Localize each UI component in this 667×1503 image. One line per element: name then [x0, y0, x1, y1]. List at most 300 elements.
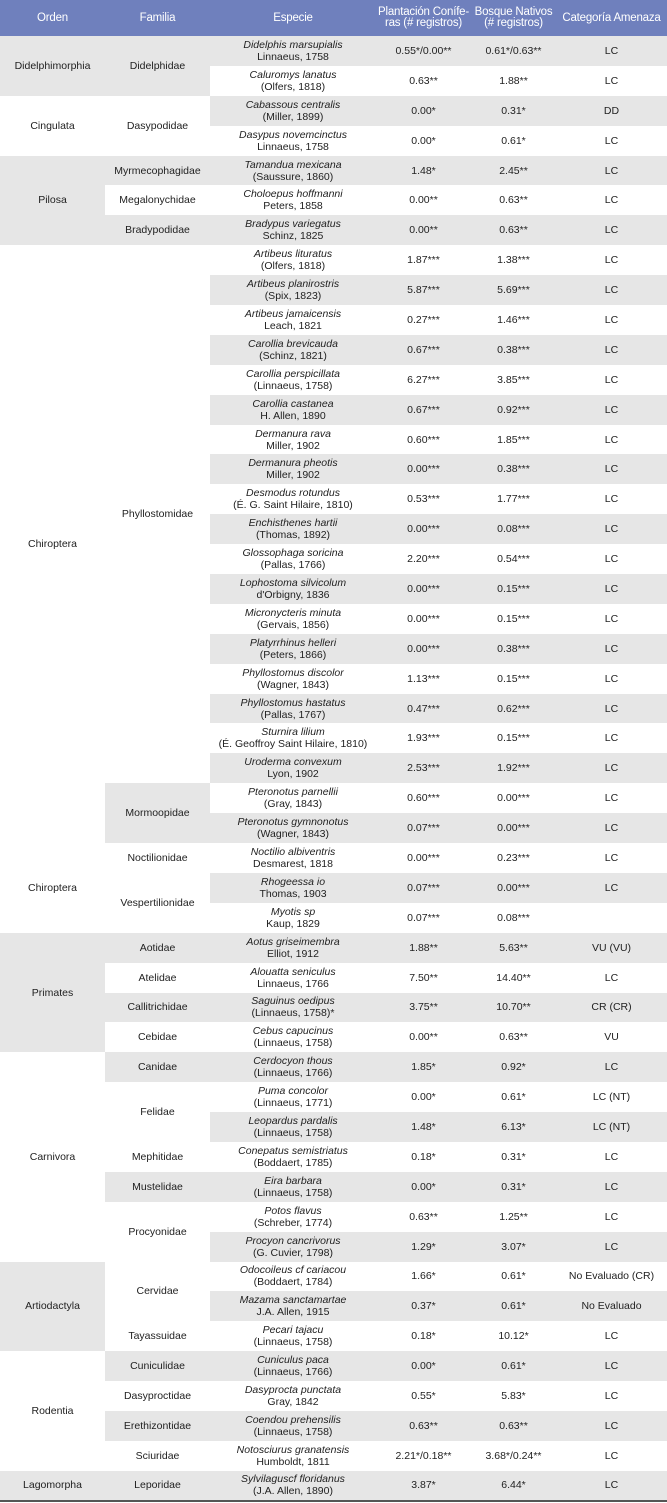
species-name: Notosciurus granatensis — [236, 1443, 350, 1456]
bosque-value: 0.23*** — [471, 843, 556, 873]
species-name: Carollia castanea — [252, 397, 334, 410]
threat-category: LC — [556, 723, 667, 753]
species-cell — [210, 1411, 376, 1441]
bosque-value: 14.40** — [471, 963, 556, 993]
bosque-value: 6.13* — [471, 1112, 556, 1142]
family-cell: Myrmecophagidae — [105, 156, 210, 186]
species-name: Dermanura rava — [255, 427, 331, 440]
family-cell: Erethizontidae — [105, 1411, 210, 1441]
bosque-value: 2.45** — [471, 156, 556, 186]
species-name: Phyllostomus discolor — [242, 666, 344, 679]
species-cell — [210, 395, 376, 425]
species-name: Choloepus hoffmanni — [243, 188, 343, 201]
species-cell — [210, 813, 376, 843]
species-cell — [210, 156, 376, 186]
bosque-value: 10.12* — [471, 1321, 556, 1351]
species-cell — [210, 993, 376, 1023]
bosque-value: 1.85*** — [471, 425, 556, 455]
threat-category: LC — [556, 753, 667, 783]
family-cell: Mephitidae — [105, 1142, 210, 1172]
species-name: Puma concolor — [257, 1085, 329, 1098]
species-author: (Olfers, 1818) — [260, 260, 326, 273]
species-author: (Pallas, 1766) — [260, 559, 326, 572]
family-cell: Leporidae — [105, 1471, 210, 1501]
species-author: (Peters, 1866) — [259, 648, 327, 661]
species-author: (Linnaeus, 1766) — [253, 1366, 333, 1379]
plantacion-value: 0.00* — [376, 1172, 471, 1202]
threat-category: VU — [556, 1022, 667, 1052]
threat-category: LC — [556, 215, 667, 245]
plantacion-value: 0.00** — [376, 1022, 471, 1052]
species-name: Artibeus lituratus — [253, 248, 333, 261]
plantacion-value: 0.63** — [376, 1202, 471, 1232]
species-name: Cabassous centralis — [245, 98, 341, 111]
family-cell: Phyllostomidae — [105, 245, 210, 783]
threat-category: LC — [556, 36, 667, 66]
bosque-value: 1.46*** — [471, 305, 556, 335]
plantacion-value: 0.00*** — [376, 514, 471, 544]
threat-category: LC — [556, 245, 667, 275]
species-author: Humboldt, 1811 — [256, 1455, 330, 1468]
species-cell — [210, 1112, 376, 1142]
threat-category: LC — [556, 1321, 667, 1351]
threat-category: LC — [556, 783, 667, 813]
species-cell — [210, 753, 376, 783]
species-cell — [210, 275, 376, 305]
bosque-value: 0.61*/0.63** — [471, 36, 556, 66]
plantacion-value: 1.87*** — [376, 245, 471, 275]
table-body — [0, 36, 667, 1501]
species-cell — [210, 185, 376, 215]
plantacion-value: 1.29* — [376, 1232, 471, 1262]
species-cell — [210, 664, 376, 694]
family-cell: Dasypodidae — [105, 96, 210, 156]
species-name: Pteronotus parnellii — [248, 786, 338, 799]
species-author: Lyon, 1902 — [267, 768, 319, 781]
order-cell: Lagomorpha — [0, 1471, 105, 1501]
bosque-value: 0.63** — [471, 185, 556, 215]
threat-category: LC — [556, 395, 667, 425]
threat-category: LC — [556, 66, 667, 96]
bosque-value: 1.38*** — [471, 245, 556, 275]
bosque-value: 0.08*** — [471, 903, 556, 933]
plantacion-value: 0.53*** — [376, 484, 471, 514]
species-author: (Linnaeus, 1758) — [253, 1037, 333, 1050]
threat-category: LC — [556, 843, 667, 873]
species-author: (Spix, 1823) — [264, 290, 322, 303]
species-cell — [210, 574, 376, 604]
bosque-value: 0.62*** — [471, 694, 556, 724]
species-author: (Saussure, 1860) — [252, 170, 334, 183]
table-row — [0, 245, 667, 275]
bosque-value: 1.92*** — [471, 753, 556, 783]
plantacion-value: 6.27*** — [376, 365, 471, 395]
species-name: Rhogeessa io — [260, 875, 326, 888]
plantacion-value: 2.21*/0.18** — [376, 1441, 471, 1471]
species-name: Conepatus semistriatus — [238, 1144, 348, 1157]
species-author: (Boddaert, 1785) — [253, 1156, 333, 1169]
header-bosque: Bosque Nativos (# registros) — [471, 0, 556, 36]
bosque-value: 3.85*** — [471, 365, 556, 395]
threat-category: LC — [556, 1142, 667, 1172]
order-cell: Chiroptera — [0, 843, 105, 933]
threat-category: LC — [556, 335, 667, 365]
species-cell — [210, 1172, 376, 1202]
species-name: Uroderma convexum — [244, 756, 342, 769]
species-author: (Linnaeus, 1758)* — [251, 1007, 335, 1020]
species-author: Linnaeus, 1766 — [257, 977, 329, 990]
threat-category: LC — [556, 1172, 667, 1202]
table-row — [0, 1351, 667, 1381]
plantacion-value: 0.07*** — [376, 813, 471, 843]
species-author: (Linnaeus, 1758) — [253, 1186, 333, 1199]
species-cell — [210, 1471, 376, 1501]
species-name: Coendou prehensilis — [245, 1413, 341, 1426]
species-author: Thomas, 1903 — [259, 887, 327, 900]
species-author: (Schreber, 1774) — [253, 1216, 333, 1229]
order-cell: Carnivora — [0, 1052, 105, 1261]
bosque-value: 0.00*** — [471, 813, 556, 843]
species-author: Miller, 1902 — [266, 439, 320, 452]
threat-category: LC — [556, 604, 667, 634]
species-author: (Linnaeus, 1758) — [253, 1127, 333, 1139]
species-cell — [210, 604, 376, 634]
threat-category: LC — [556, 484, 667, 514]
threat-category: LC — [556, 544, 667, 574]
bosque-value: 1.25** — [471, 1202, 556, 1232]
bosque-value: 6.44* — [471, 1471, 556, 1501]
species-name: Enchisthenes hartii — [248, 517, 338, 530]
threat-category: VU (VU) — [556, 933, 667, 963]
family-cell: Cebidae — [105, 1022, 210, 1052]
species-name: Potos flavus — [264, 1204, 322, 1217]
species-cell — [210, 514, 376, 544]
plantacion-value: 2.20*** — [376, 544, 471, 574]
species-author: Schinz, 1825 — [262, 230, 324, 243]
threat-category: LC — [556, 694, 667, 724]
species-name: Noctilio albiventris — [250, 845, 336, 858]
species-cell — [210, 126, 376, 156]
species-name: Leopardus pardalis — [248, 1115, 338, 1127]
plantacion-value: 0.63** — [376, 1411, 471, 1441]
threat-category: LC — [556, 634, 667, 664]
plantacion-value: 1.66* — [376, 1262, 471, 1292]
header-categoria: Categoría Amenaza — [556, 0, 667, 36]
species-cell — [210, 783, 376, 813]
species-cell — [210, 963, 376, 993]
header-orden: Orden — [0, 0, 105, 36]
plantacion-value: 3.75** — [376, 993, 471, 1023]
species-name: Tamandua mexicana — [244, 158, 342, 171]
plantacion-value: 1.93*** — [376, 723, 471, 753]
species-cell — [210, 544, 376, 574]
bosque-value: 0.15*** — [471, 723, 556, 753]
species-name: Carollia perspicillata — [246, 367, 340, 380]
species-author: (Gervais, 1856) — [256, 618, 330, 631]
threat-category: LC — [556, 1052, 667, 1082]
species-author: (Pallas, 1767) — [260, 708, 326, 721]
family-cell: Canidae — [105, 1052, 210, 1082]
species-author: (Miller, 1899) — [262, 110, 324, 123]
bosque-value: 0.92*** — [471, 395, 556, 425]
species-cell — [210, 484, 376, 514]
species-cell — [210, 873, 376, 903]
plantacion-value: 0.07*** — [376, 873, 471, 903]
plantacion-value: 1.85* — [376, 1052, 471, 1082]
bosque-value: 0.00*** — [471, 783, 556, 813]
threat-category: LC — [556, 813, 667, 843]
plantacion-value: 0.00*** — [376, 634, 471, 664]
threat-category: LC — [556, 1351, 667, 1381]
species-cell — [210, 1082, 376, 1112]
species-name: Alouatta seniculus — [250, 965, 336, 978]
threat-category: LC — [556, 873, 667, 903]
species-name: Cerdocyon thous — [253, 1055, 333, 1068]
species-cell — [210, 903, 376, 933]
species-cell — [210, 1052, 376, 1082]
threat-category — [556, 903, 667, 933]
plantacion-value: 0.00* — [376, 96, 471, 126]
plantacion-value: 0.60*** — [376, 425, 471, 455]
species-author: Miller, 1902 — [266, 469, 320, 482]
species-cell — [210, 425, 376, 455]
species-cell — [210, 1441, 376, 1471]
table-row — [0, 933, 667, 963]
bosque-value: 0.15*** — [471, 604, 556, 634]
table-row — [0, 156, 667, 186]
table-header-row — [0, 0, 667, 36]
plantacion-value: 0.00* — [376, 1351, 471, 1381]
species-author: d'Orbigny, 1836 — [256, 588, 330, 601]
species-name: Lophostoma silvicolum — [239, 576, 347, 589]
family-cell: Aotidae — [105, 933, 210, 963]
order-cell: Pilosa — [0, 156, 105, 246]
threat-category: No Evaluado — [556, 1291, 667, 1321]
order-cell: Primates — [0, 933, 105, 1053]
plantacion-value: 0.00* — [376, 1082, 471, 1112]
species-name: Eira barbara — [264, 1174, 322, 1187]
plantacion-value: 3.87* — [376, 1471, 471, 1501]
order-cell: Rodentia — [0, 1351, 105, 1471]
species-name: Caluromys lanatus — [249, 68, 337, 81]
plantacion-value: 0.67*** — [376, 395, 471, 425]
species-cell — [210, 66, 376, 96]
family-cell: Megalonychidae — [105, 185, 210, 215]
bosque-value: 0.31* — [471, 1172, 556, 1202]
plantacion-value: 1.13*** — [376, 664, 471, 694]
family-cell: Callitrichidae — [105, 993, 210, 1023]
family-cell: Dasyproctidae — [105, 1381, 210, 1411]
bosque-value: 0.38*** — [471, 454, 556, 484]
species-cell — [210, 723, 376, 753]
threat-category: LC — [556, 305, 667, 335]
species-author: Gray, 1842 — [267, 1396, 319, 1409]
threat-category: DD — [556, 96, 667, 126]
species-name: Sylvilaguscf floridanus — [241, 1473, 345, 1486]
species-name: Pteronotus gymnonotus — [237, 816, 349, 829]
threat-category: LC — [556, 514, 667, 544]
species-author: Desmarest, 1818 — [253, 857, 333, 870]
plantacion-value: 0.18* — [376, 1142, 471, 1172]
bosque-value: 0.38*** — [471, 335, 556, 365]
family-cell: Didelphidae — [105, 36, 210, 96]
species-cell — [210, 96, 376, 126]
bosque-value: 5.83* — [471, 1381, 556, 1411]
plantacion-value: 0.00** — [376, 215, 471, 245]
plantacion-value: 0.18* — [376, 1321, 471, 1351]
threat-category: LC — [556, 275, 667, 305]
threat-category: No Evaluado (CR) — [556, 1262, 667, 1292]
family-cell: Mustelidae — [105, 1172, 210, 1202]
species-author: (Linnaeus, 1758) — [253, 1336, 333, 1349]
species-name: Carollia brevicauda — [248, 337, 338, 350]
plantacion-value: 0.00*** — [376, 454, 471, 484]
plantacion-value: 1.48* — [376, 1112, 471, 1142]
species-author: J.A. Allen, 1915 — [256, 1306, 330, 1319]
bosque-value: 0.61* — [471, 126, 556, 156]
plantacion-value: 7.50** — [376, 963, 471, 993]
species-name: Desmodus rotundus — [246, 487, 340, 500]
species-cell — [210, 1232, 376, 1262]
plantacion-value: 1.48* — [376, 156, 471, 186]
threat-category: LC — [556, 664, 667, 694]
threat-category: LC — [556, 126, 667, 156]
plantacion-value: 0.00** — [376, 185, 471, 215]
species-name: Myotis sp — [270, 905, 316, 918]
species-author: (Linnaeus, 1758) — [253, 379, 333, 392]
bosque-value: 0.31* — [471, 1142, 556, 1172]
header-plantacion: Plantación Conífe-ras (# registros) — [376, 0, 471, 36]
bosque-value: 0.31* — [471, 96, 556, 126]
threat-category: LC — [556, 1441, 667, 1471]
family-cell: Atelidae — [105, 963, 210, 993]
plantacion-value: 0.67*** — [376, 335, 471, 365]
bosque-value: 3.07* — [471, 1232, 556, 1262]
species-author: (É. Geoffroy Saint Hilaire, 1810) — [218, 738, 368, 751]
species-cell — [210, 454, 376, 484]
bosque-value: 0.61* — [471, 1291, 556, 1321]
plantacion-value: 5.87*** — [376, 275, 471, 305]
table-row — [0, 1052, 667, 1082]
bosque-value: 10.70** — [471, 993, 556, 1023]
bosque-value: 0.15*** — [471, 574, 556, 604]
plantacion-value: 0.27*** — [376, 305, 471, 335]
species-cell — [210, 1022, 376, 1052]
plantacion-value: 0.00*** — [376, 604, 471, 634]
family-cell: Procyonidae — [105, 1202, 210, 1262]
plantacion-value: 0.00*** — [376, 843, 471, 873]
species-name: Micronycteris minuta — [244, 606, 342, 619]
bosque-value: 0.61* — [471, 1262, 556, 1292]
family-cell: Noctilionidae — [105, 843, 210, 873]
bosque-value: 3.68*/0.24** — [471, 1441, 556, 1471]
family-cell: Tayassuidae — [105, 1321, 210, 1351]
species-author: (J.A. Allen, 1890) — [253, 1485, 333, 1498]
species-author: (G. Cuvier, 1798) — [253, 1246, 333, 1259]
plantacion-value: 1.88** — [376, 933, 471, 963]
species-name: Dasyprocta punctata — [244, 1384, 342, 1397]
threat-category: LC — [556, 963, 667, 993]
bosque-value: 5.69*** — [471, 275, 556, 305]
plantacion-value: 0.55* — [376, 1381, 471, 1411]
species-name: Procyon cancrivorus — [245, 1234, 341, 1247]
species-author: (Linnaeus, 1766) — [253, 1067, 333, 1080]
species-name: Cuniculus paca — [257, 1354, 329, 1367]
table-row — [0, 96, 667, 126]
plantacion-value: 2.53*** — [376, 753, 471, 783]
plantacion-value: 0.07*** — [376, 903, 471, 933]
plantacion-value: 0.63** — [376, 66, 471, 96]
bosque-value: 1.77*** — [471, 484, 556, 514]
threat-category: LC — [556, 1202, 667, 1232]
plantacion-value: 0.55*/0.00** — [376, 36, 471, 66]
species-author: Leach, 1821 — [264, 319, 322, 332]
species-author: (Linnaeus, 1758) — [253, 1425, 333, 1438]
species-name: Sturnira lilium — [261, 726, 325, 739]
species-cell — [210, 365, 376, 395]
bosque-value: 0.54*** — [471, 544, 556, 574]
table-row — [0, 843, 667, 873]
species-author: (Wagner, 1843) — [257, 828, 329, 841]
species-cell — [210, 1351, 376, 1381]
threat-category: LC — [556, 574, 667, 604]
species-author: (Schinz, 1821) — [259, 349, 327, 362]
threat-category: LC — [556, 425, 667, 455]
threat-category: LC — [556, 1232, 667, 1262]
order-cell: Chiroptera — [0, 245, 105, 843]
species-name: Aotus griseimembra — [246, 935, 340, 948]
species-author: Kaup, 1829 — [266, 917, 320, 930]
species-name: Platyrrhinus helleri — [249, 636, 337, 649]
species-author: (Olfers, 1818) — [260, 80, 326, 93]
species-name: Cebus capucinus — [252, 1025, 334, 1038]
family-cell: Felidae — [105, 1082, 210, 1142]
bosque-value: 0.15*** — [471, 664, 556, 694]
bosque-value: 5.63** — [471, 933, 556, 963]
species-cell — [210, 1291, 376, 1321]
table-row — [0, 1262, 667, 1292]
species-author: Linnaeus, 1758 — [257, 50, 329, 63]
species-author: (Wagner, 1843) — [257, 678, 329, 691]
threat-category: LC (NT) — [556, 1112, 667, 1142]
species-author: Linnaeus, 1758 — [257, 140, 329, 153]
bosque-value: 0.08*** — [471, 514, 556, 544]
threat-category: LC — [556, 1411, 667, 1441]
species-name: Artibeus jamaicensis — [244, 307, 342, 320]
order-cell: Cingulata — [0, 96, 105, 156]
species-name: Saguinus oedipus — [251, 995, 335, 1008]
species-cell — [210, 305, 376, 335]
species-cell — [210, 694, 376, 724]
threat-category: LC (NT) — [556, 1082, 667, 1112]
family-cell: Bradypodidae — [105, 215, 210, 245]
species-name: Dasypus novemcinctus — [239, 128, 347, 141]
species-cell — [210, 245, 376, 275]
plantacion-value: 0.37* — [376, 1291, 471, 1321]
species-cell — [210, 36, 376, 66]
threat-category: LC — [556, 156, 667, 186]
species-cell — [210, 215, 376, 245]
species-cell — [210, 1321, 376, 1351]
bosque-value: 0.63** — [471, 1411, 556, 1441]
species-cell — [210, 933, 376, 963]
species-cell — [210, 1142, 376, 1172]
family-cell: Mormoopidae — [105, 783, 210, 843]
bosque-value: 0.38*** — [471, 634, 556, 664]
bosque-value: 0.63** — [471, 1022, 556, 1052]
species-author: Elliot, 1912 — [267, 947, 319, 960]
bosque-value: 0.92* — [471, 1052, 556, 1082]
